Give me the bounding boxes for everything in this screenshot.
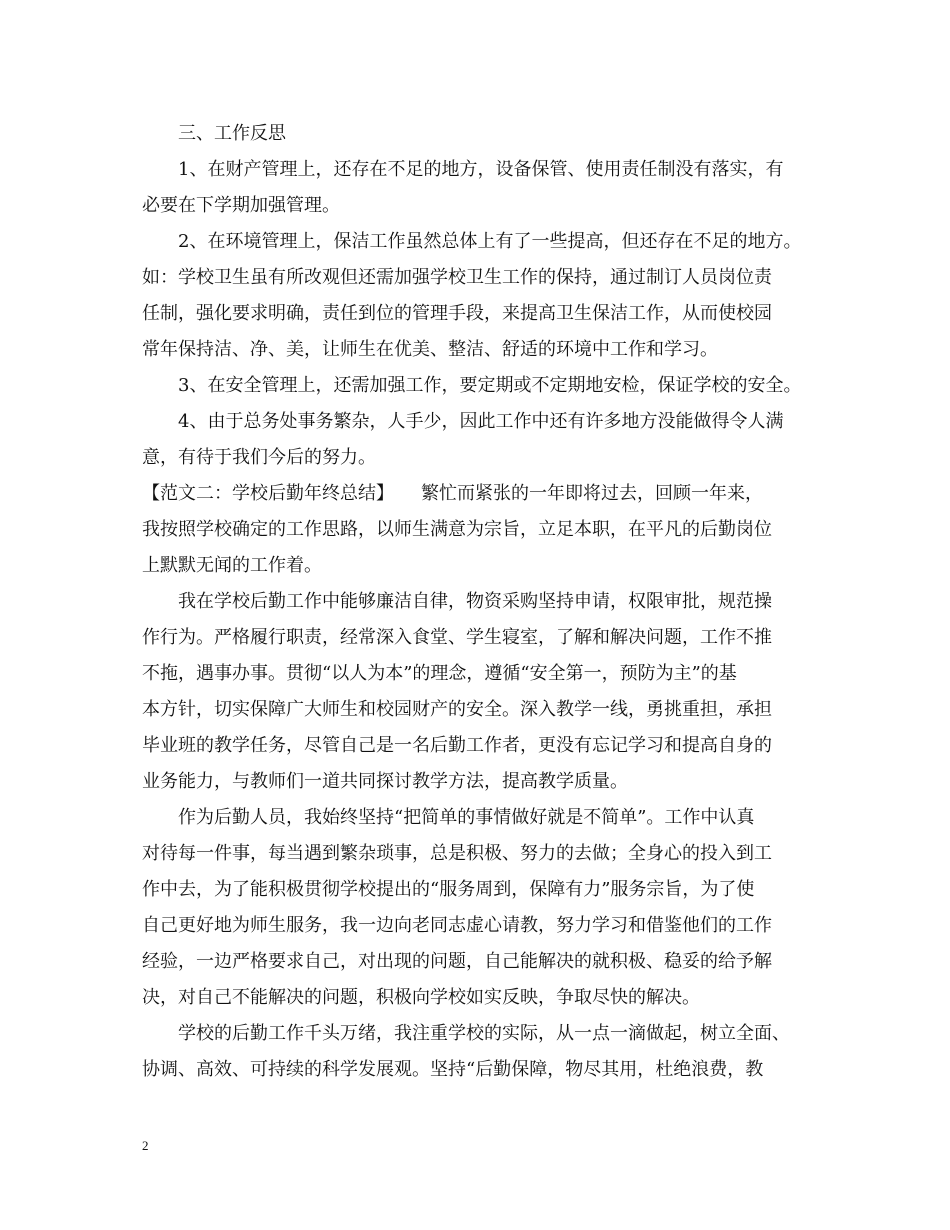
text-line: 1、在财产管理上，还存在不足的地方，设备保管、使用责任制没有落实，有 [178,159,784,180]
text-line: 2、在环境管理上，保洁工作虽然总体上有了一些提高，但还存在不足的地方。 [178,231,802,252]
text-line: 3、在安全管理上，还需加强工作，要定期或不定期地安检，保证学校的安全。 [178,375,802,396]
text-line: 协调、高效、可持续的科学发展观。坚持“后勤保障，物尽其用，杜绝浪费，教 [142,1059,764,1080]
text-line: 自己更好地为师生服务，我一边向老同志虚心请教，努力学习和借鉴他们的工作 [142,915,772,936]
article-heading-line: 【范文二：学校后勤年终总结】 繁忙而紧张的一年即将过去，回顾一年来， [142,483,763,504]
text-line: 上默默无闻的工作着。 [142,555,322,576]
text-line: 不拖，遇事办事。贯彻“以人为本”的理念，遵循“安全第一，预防为主”的基 [142,663,737,684]
text-line: 毕业班的教学任务，尽管自己是一名后勤工作者，更没有忘记学习和提高自身的 [142,735,772,756]
text-line: 对待每一件事，每当遇到繁杂琐事，总是积极、努力的去做；全身心的投入到工 [142,843,772,864]
text-line: 我在学校后勤工作中能够廉洁自律，物资采购坚持申请，权限审批，规范操 [178,591,772,612]
text-line: 业务能力，与教师们一道共同探讨教学方法，提高教学质量。 [142,771,628,792]
text-line: 作中去，为了能积极贯彻学校提出的“服务周到，保障有力”服务宗旨，为了使 [142,879,755,900]
text-line: 任制，强化要求明确，责任到位的管理手段，来提高卫生保洁工作，从而使校园 [142,303,772,324]
text-line: 4、由于总务处事务繁杂，人手少，因此工作中还有许多地方没能做得令人满 [178,411,784,432]
text-line: 我按照学校确定的工作思路，以师生满意为宗旨，立足本职，在平凡的后勤岗位 [142,519,772,540]
text-line: 意，有待于我们今后的努力。 [142,447,376,468]
text-line: 常年保持洁、净、美，让师生在优美、整洁、舒适的环境中工作和学习。 [142,339,718,360]
text-line: 作为后勤人员，我始终坚持“把简单的事情做好就是不简单”。工作中认真 [178,807,755,828]
text-line: 本方针，切实保障广大师生和校园财产的安全。深入教学一线，勇挑重担，承担 [142,699,772,720]
text-line: 必要在下学期加强管理。 [142,195,340,216]
page-number: 2 [142,1138,149,1153]
text-line: 学校的后勤工作千头万绪，我注重学校的实际，从一点一滴做起，树立全面、 [178,1023,790,1044]
text-line: 经验，一边严格要求自己，对出现的问题，自己能解决的就积极、稳妥的给予解 [142,951,772,972]
section-heading: 三、工作反思 [178,123,286,144]
text-line: 作行为。严格履行职责，经常深入食堂、学生寝室，了解和解决问题，工作不推 [142,627,772,648]
text-line: 决，对自己不能解决的问题，积极向学校如实反映，争取尽快的解决。 [142,987,700,1008]
text-line: 如：学校卫生虽有所改观但还需加强学校卫生工作的保持，通过制订人员岗位责 [142,267,772,288]
